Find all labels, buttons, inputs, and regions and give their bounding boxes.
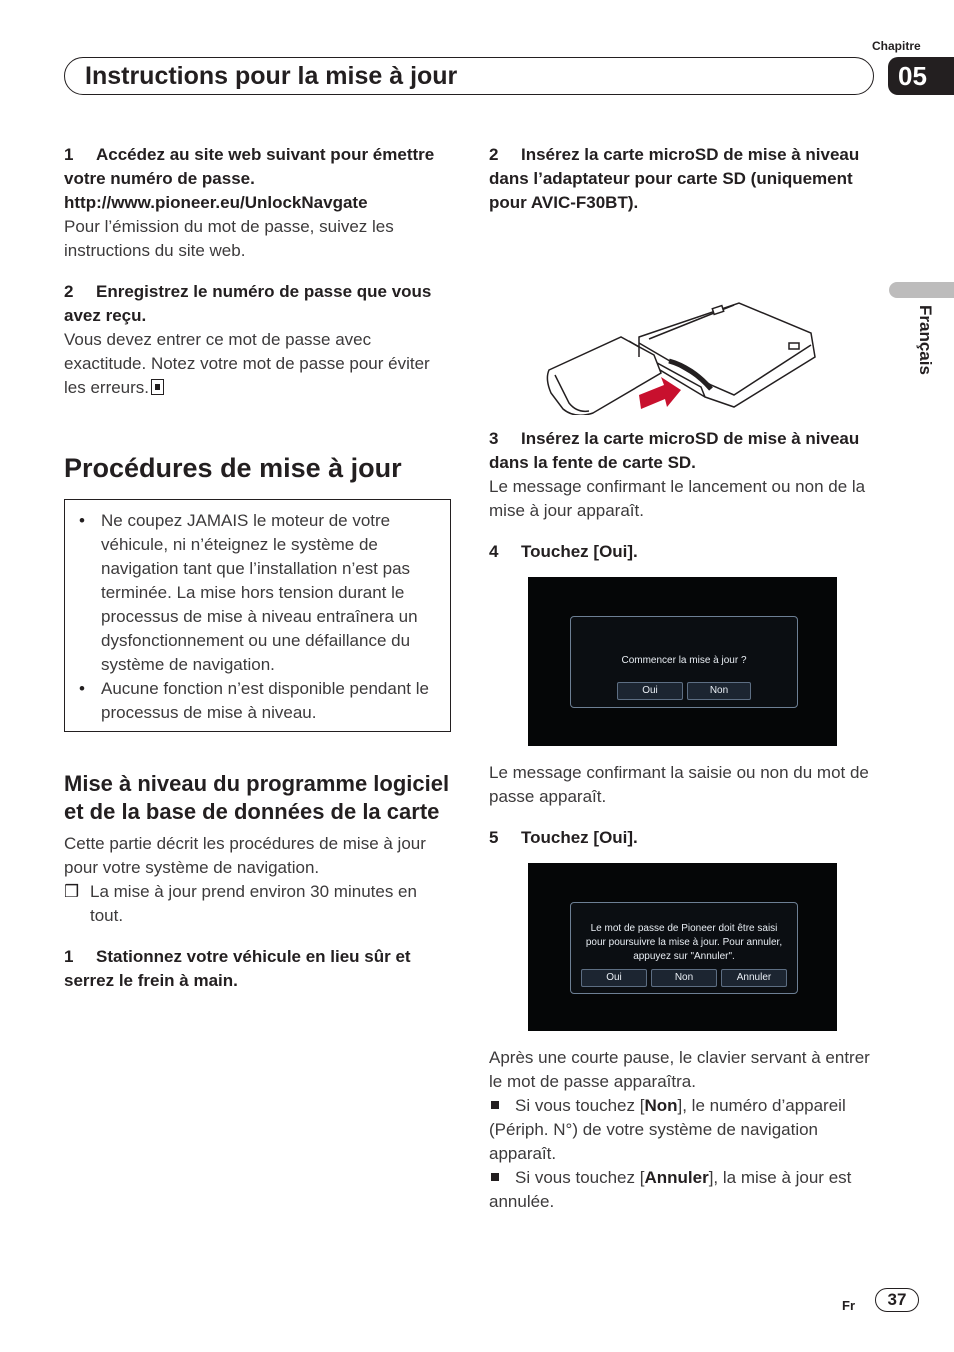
left-column bbox=[64, 143, 452, 993]
checkbox-icon: ❒ bbox=[64, 882, 80, 901]
no-button[interactable]: Non bbox=[687, 682, 751, 700]
yes-button[interactable]: Oui bbox=[617, 682, 683, 700]
check-note: ❒ La mise à jour prend environ 30 minutes en tout. bbox=[64, 880, 452, 928]
step-3-title: 3 Insérez la carte microSD de mise à niveau dans la fente de carte SD. bbox=[489, 429, 860, 472]
language-label: Français bbox=[916, 305, 935, 375]
step-3-description: Le message confirmant le lancement ou non de la mise à jour apparaît. bbox=[489, 477, 866, 520]
after-screen-1-text: Le message confirmant la saisie ou non du mot de passe apparaît. bbox=[489, 763, 869, 806]
page-number: 37 bbox=[875, 1288, 919, 1312]
sd-card-illustration bbox=[489, 225, 877, 415]
dialog-line: appuyez sur "Annuler". bbox=[633, 951, 735, 962]
after-screen-2-text: Après une courte pause, le clavier servant à entrer le mot de passe apparaîtra. bbox=[489, 1048, 870, 1091]
unlock-url: http://www.pioneer.eu/UnlockNavgate bbox=[64, 193, 368, 212]
page-title: Instructions pour la mise à jour bbox=[64, 57, 874, 95]
password-prompt-screen bbox=[528, 863, 837, 1031]
warning-item: • Ne coupez JAMAIS le moteur de votre véhicule, ni n’éteignez le système de navigation tant que l’installation n’est pas terminée. La mise hors tension durant le processus de mise à niveau entraînera un dysfonctionnement ou une défaillance du système de navigation. bbox=[101, 509, 440, 677]
subsection-description: Cette partie décrit les procédures de mise à jour pour votre système de navigation. bbox=[64, 834, 426, 877]
bullet-square-icon bbox=[491, 1173, 499, 1181]
step-1-description: Pour l’émission du mot de passe, suivez les instructions du site web. bbox=[64, 217, 394, 260]
end-mark-icon bbox=[151, 379, 164, 395]
dialog-line: Le mot de passe de Pioneer doit être saisi bbox=[590, 923, 778, 934]
dialog-message: Commencer la mise à jour ? bbox=[621, 655, 747, 666]
warning-item: • Aucune fonction n’est disponible pendant le processus de mise à niveau. bbox=[101, 677, 440, 725]
chapter-label: Chapitre bbox=[872, 39, 921, 53]
step-1b-title: 1 Stationnez votre véhicule en lieu sûr et serrez le frein à main. bbox=[64, 947, 411, 990]
bullet-square-icon bbox=[491, 1101, 499, 1109]
note-annuler: Si vous touchez [Annuler], la mise à jour est annulée. bbox=[489, 1168, 852, 1211]
chapter-number: 05 bbox=[888, 57, 954, 95]
step-5-title: 5 Touchez [Oui]. bbox=[489, 828, 638, 847]
warning-box bbox=[64, 499, 451, 732]
step-1-title: 1 Accédez au site web suivant pour émettre votre numéro de passe. bbox=[64, 145, 435, 188]
step-2-adapter-title: 2 Insérez la carte microSD de mise à niveau dans l’adaptateur pour carte SD (uniquement pour AVIC-F30BT). bbox=[489, 145, 860, 212]
footer-language-code: Fr bbox=[842, 1298, 855, 1313]
step-2-title: 2 Enregistrez le numéro de passe que vous avez reçu. bbox=[64, 282, 432, 325]
dialog-line: pour poursuivre la mise à jour. Pour annuler, bbox=[585, 937, 783, 948]
step-4-title: 4 Touchez [Oui]. bbox=[489, 542, 638, 561]
language-tab bbox=[889, 282, 954, 298]
section-title: Procédures de mise à jour bbox=[64, 453, 402, 483]
cancel-button[interactable]: Annuler bbox=[721, 969, 787, 987]
step-2-description: Vous devez entrer ce mot de passe avec exactitude. Notez votre mot de passe pour éviter les erreurs. bbox=[64, 330, 430, 397]
confirm-update-dialog bbox=[570, 616, 798, 708]
confirm-update-screen bbox=[528, 577, 837, 746]
subsection-title: Mise à niveau du programme logiciel et de la base de données de la carte bbox=[64, 771, 450, 824]
no-button[interactable]: Non bbox=[651, 969, 717, 987]
note-non: Si vous touchez [Non], le numéro d’appareil (Périph. N°) de votre système de navigation apparaît. bbox=[489, 1096, 846, 1163]
yes-button[interactable]: Oui bbox=[581, 969, 647, 987]
right-column bbox=[489, 143, 877, 1214]
password-prompt-dialog bbox=[570, 902, 798, 994]
